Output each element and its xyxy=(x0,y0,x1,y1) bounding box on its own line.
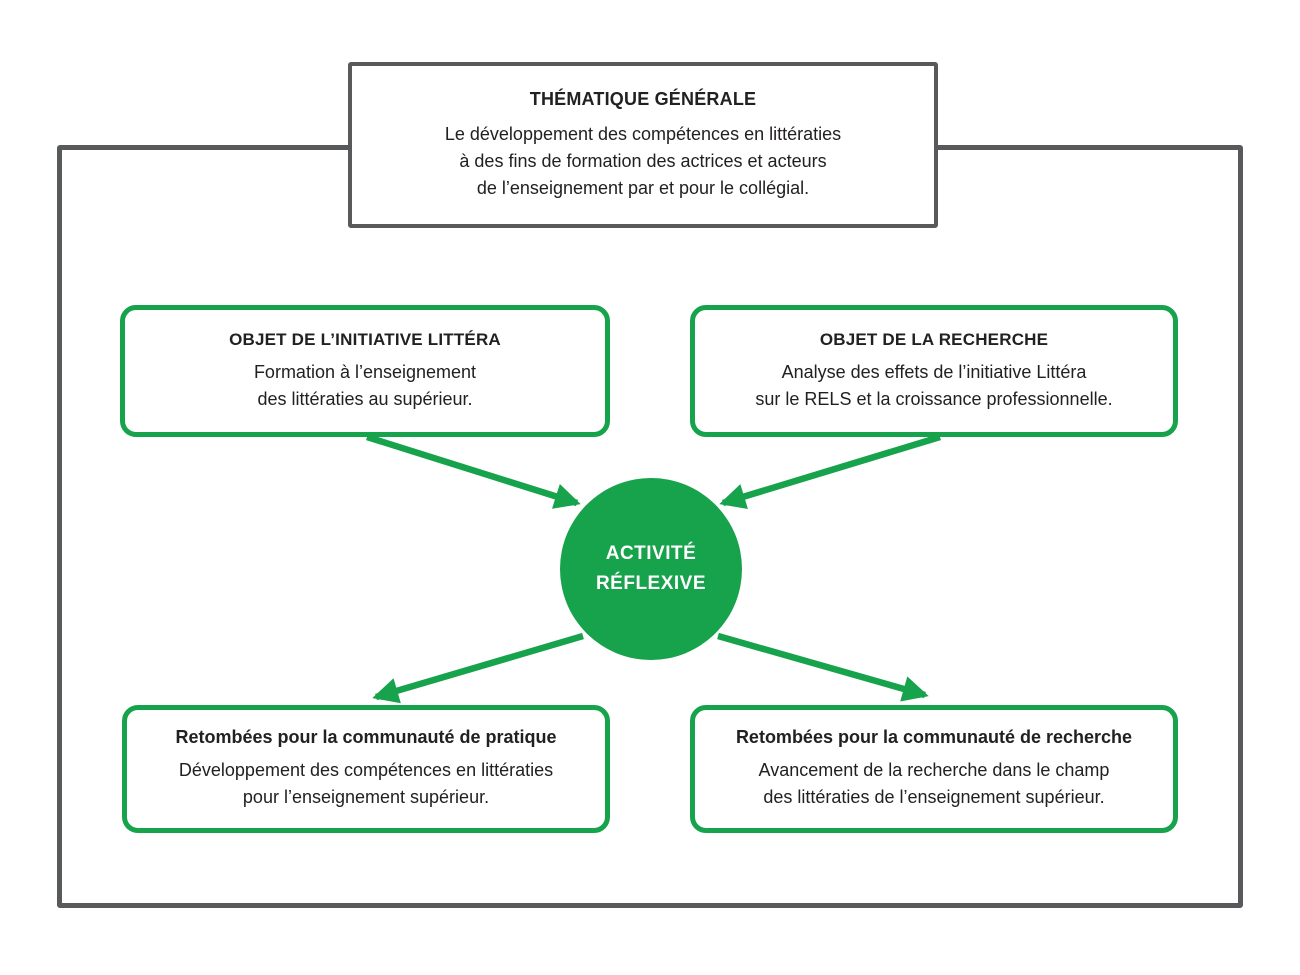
theme-box-title: THÉMATIQUE GÉNÉRALE xyxy=(529,88,757,109)
research-outcomes-title: Retombées pour la communauté de recherche xyxy=(735,727,1133,747)
theme-box-line: à des fins de formation des actrices et acteurs xyxy=(459,150,827,171)
research-box-title: OBJET DE LA RECHERCHE xyxy=(819,329,1049,349)
theme-box xyxy=(348,62,938,228)
initiative-box-title: OBJET DE L’INITIATIVE LITTÉRA xyxy=(229,329,501,349)
circle-line: RÉFLEXIVE xyxy=(595,573,707,594)
practice-outcomes-line: pour l’enseignement supérieur. xyxy=(242,787,490,807)
research-outcomes-line: des littératies de l’enseignement supérieur. xyxy=(763,787,1105,807)
initiative-box-line: des littératies au supérieur. xyxy=(257,388,473,409)
initiative-box-line: Formation à l’enseignement xyxy=(253,361,477,382)
research-box-line: Analyse des effets de l’initiative Littéra xyxy=(781,361,1087,382)
practice-outcomes-box xyxy=(122,705,610,833)
circle-line: ACTIVITÉ xyxy=(605,543,697,564)
initiative-box xyxy=(120,305,610,437)
practice-outcomes-title: Retombées pour la communauté de pratique xyxy=(175,727,557,747)
reflexive-activity-circle xyxy=(560,478,742,660)
research-box xyxy=(690,305,1178,437)
theme-box-line: de l’enseignement par et pour le collégial. xyxy=(476,177,810,198)
theme-box-line: Le développement des compétences en littératies xyxy=(444,123,842,144)
research-outcomes-line: Avancement de la recherche dans le champ xyxy=(758,760,1110,780)
research-box-line: sur le RELS et la croissance professionnelle. xyxy=(755,388,1113,409)
research-outcomes-box xyxy=(690,705,1178,833)
practice-outcomes-line: Développement des compétences en littératies xyxy=(178,760,554,780)
